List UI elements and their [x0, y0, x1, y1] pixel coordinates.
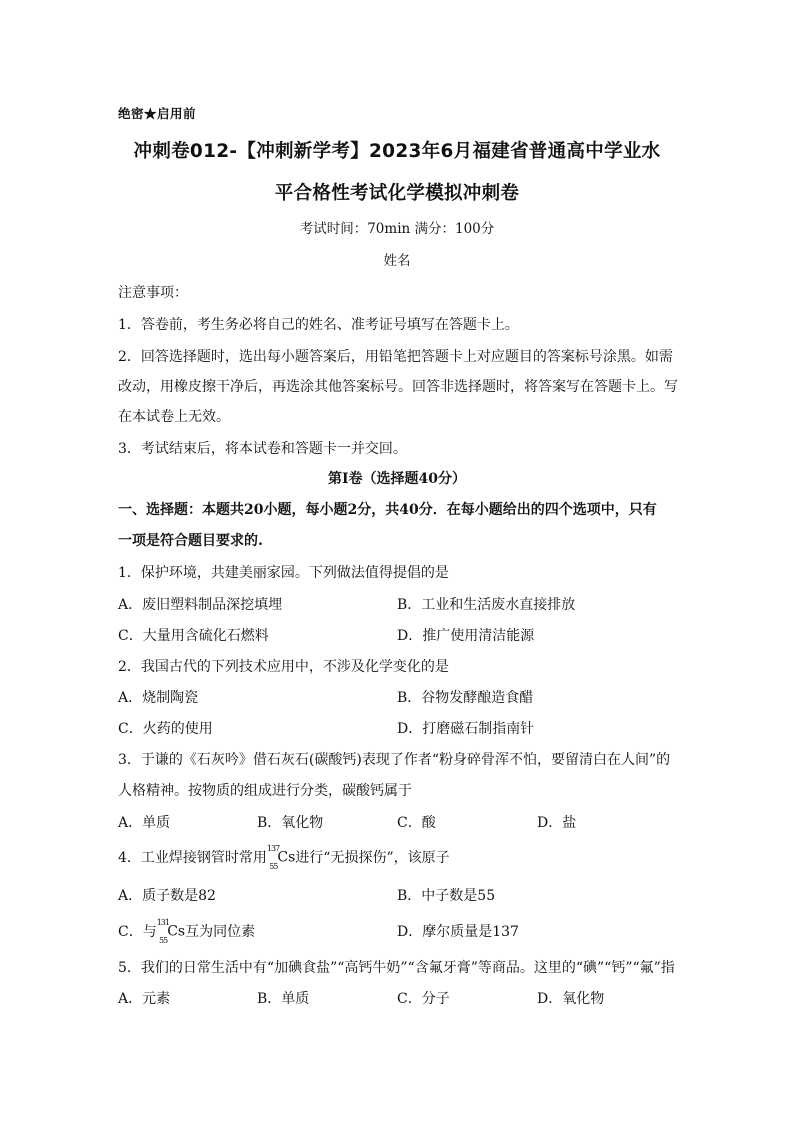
q4-option-c-suffix: 互为同位素 [185, 924, 256, 940]
note-1: 1．答卷前，考生务必将自己的姓名、准考证号填写在答题卡上。 [118, 317, 519, 333]
q5-option-d: D．氧化物 [537, 991, 605, 1007]
q1-option-a: A．废旧塑料制品深挖填埋 [118, 597, 283, 613]
q2-stem: 2．我国古代的下列技术应用中，不涉及化学变化的是 [118, 659, 449, 675]
notes-heading: 注意事项： [118, 285, 188, 301]
q4-stem [118, 844, 678, 871]
q1-stem: 1．保护环境，共建美丽家园。下列做法值得提倡的是 [118, 565, 449, 581]
note-2-line3: 在本试卷上无效。 [118, 409, 230, 425]
q1-option-b: B．工业和生活废水直接排放 [397, 597, 576, 613]
q3-option-b: B．氧化物 [257, 815, 324, 831]
q4-stem-suffix: 进行“无损探伤”，该原子 [295, 850, 450, 866]
nuclide-mass-number: 137 [266, 844, 280, 854]
secret-mark: 绝密★启用前 [118, 106, 197, 121]
q3-stem-line1: 3．于谦的《石灰吟》借石灰石(碳酸钙)表现了作者“粉身碎骨浑不怕，要留清白在人间”的 [118, 752, 671, 768]
exam-title-line1: 冲刺卷012-【冲刺新学考】2023年6月福建省普通高中学业水 [133, 141, 661, 162]
q4-stem-prefix: 4．工业焊接钢管时常用 [118, 850, 267, 866]
q4-option-b: B．中子数是55 [397, 888, 496, 904]
q2-option-a: A．烧制陶瓷 [118, 690, 199, 706]
note-2-line1: 2．回答选择题时，选出每小题答案后，用铅笔把答题卡上对应题目的答案标号涂黑。如需 [118, 349, 673, 365]
q1-option-d: D．推广使用清洁能源 [397, 628, 535, 644]
q2-option-b: B．谷物发酵酿造食醋 [397, 690, 534, 706]
nuclide-mass-number: 131 [156, 918, 169, 928]
q4-option-c-prefix: C．与 [118, 924, 157, 940]
section-instruction-line1: 一、选择题：本题共20小题，每小题2分，共40分．在每小题给出的四个选项中，只有 [118, 502, 657, 518]
nuclide-atomic-number: 55 [159, 935, 168, 945]
q1-option-c: C．大量用含硫化石燃料 [118, 628, 269, 644]
q2-option-c: C．火药的使用 [118, 721, 213, 737]
q3-option-c: C．酸 [397, 815, 436, 831]
q3-option-d: D．盐 [537, 815, 577, 831]
q3-option-a: A．单质 [118, 815, 171, 831]
section-title: 第I卷（选择题40分） [327, 471, 467, 487]
name-label: 姓名 [383, 253, 411, 269]
exam-info: 考试时间：70min 满分：100分 [299, 221, 495, 237]
note-2-line2: 改动，用橡皮擦干净后，再选涂其他答案标号。回答非选择题时，将答案写在答题卡上。写 [118, 379, 678, 395]
q2-option-d: D．打磨磁石制指南针 [397, 721, 535, 737]
q5-option-b: B．单质 [257, 991, 310, 1007]
nuclide-symbol: Cs [167, 924, 186, 940]
section-instruction-line2: 一项是符合题目要求的. [118, 533, 263, 549]
note-3: 3．考试结束后，将本试卷和答题卡一并交回。 [118, 441, 407, 457]
nuclide-symbol: Cs [277, 850, 296, 866]
q5-stem: 5．我们的日常生活中有“加碘食盐”“高钙牛奶”“含氟牙膏”等商品。这里的“碘”“钙”“氟”指 [118, 960, 675, 976]
nuclide-cs131 [156, 918, 186, 945]
exam-title-line2: 平合格性考试化学模拟冲刺卷 [274, 183, 520, 204]
q5-option-c: C．分子 [397, 991, 450, 1007]
q5-option-a: A．元素 [118, 991, 171, 1007]
q4-option-d: D．摩尔质量是137 [397, 924, 519, 940]
nuclide-cs137 [266, 844, 296, 871]
q4-option-a: A．质子数是82 [118, 888, 216, 904]
q4-option-c [118, 918, 256, 945]
q3-stem-line2: 人格精神。按物质的组成进行分类，碳酸钙属于 [118, 783, 412, 799]
nuclide-atomic-number: 55 [269, 861, 278, 871]
